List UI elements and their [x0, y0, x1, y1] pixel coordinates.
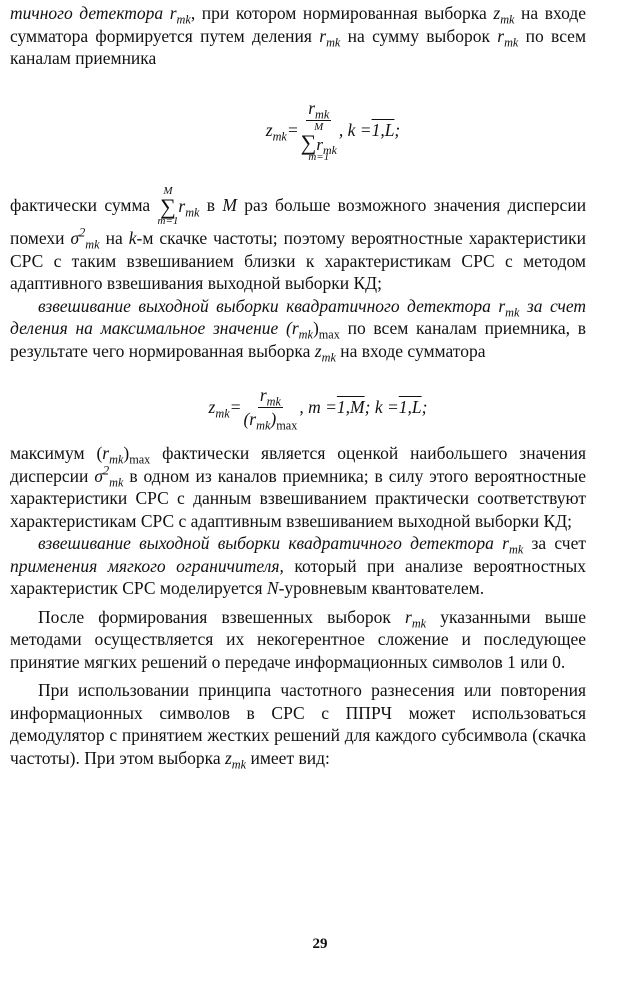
var-r-mk: $r_{mk}$ [498, 295, 520, 320]
var-N: N [266, 578, 279, 599]
text: указанными выше методами осуществляется их некогерентное сложение и последующее принятие мягких решений о передаче информационных символов 1 или 0. [10, 606, 587, 672]
text: раз больше возможного значения [244, 194, 501, 215]
text: -уровневым квантователем. [278, 578, 485, 599]
formula-2: $z_{mk}$ = $\frac{r_{mk}}{(r_{mk})_{max}}$ , m = 1,M ; k = 1,L ; [208, 384, 428, 433]
paragraph-2 [10, 186, 586, 295]
text: в [206, 194, 216, 215]
text: на входе сумматора формируется путем деления [10, 3, 587, 46]
var-r-mk: $r_{mk}$ [497, 25, 519, 49]
var-M: M [222, 194, 237, 215]
text: за счет [531, 533, 587, 554]
text: дисперсии помехи [10, 194, 587, 249]
text: взвешивание выходной выборки квадратичного детектора [38, 533, 494, 554]
page-number: 29 [312, 936, 328, 952]
sum-symbol: M $\sum r_{mk}$ m=1 [300, 120, 337, 164]
text: максимум ( [10, 443, 103, 464]
paragraph-7 [10, 679, 586, 772]
text: в одном из каналов приемника; в силу этого вероятностные характеристики СРС с данным взвешиванием практически соответствуют характеристикам СРС с адаптивным взвешиванием выходной выборки КД; [10, 465, 587, 531]
var-sigma: $\sigma^2_{mk}$ [94, 463, 124, 490]
fraction: $r_{mk}$ M $\sum r_{mk}$ m=1 [300, 97, 337, 164]
var-r-mk: $r_{mk}$ [502, 533, 524, 557]
text: -м скачке частоты; поэтому вероятностные характеристики СРС с таким взвешиванием близки к характеристикам СРС с методом адаптивного взвешивания выходной выборки КД; [10, 228, 587, 294]
var-z-mk: $z_{mk}$ [314, 340, 336, 365]
text: , при котором нормированная выборка [190, 3, 487, 23]
text: фактически является оценкой наибольшего значения дисперсии [10, 443, 586, 486]
text: фактически сумма [10, 194, 151, 215]
text: имеет вид: [250, 747, 330, 768]
text: сумму выборок [372, 25, 490, 46]
text: После формирования взвешенных выборок [38, 606, 391, 627]
text: на входе сумматора [340, 340, 486, 361]
var-sigma: $\sigma^2_{mk}$ [70, 225, 100, 252]
paragraph-1 [10, 2, 586, 70]
var-r-mk: $r_{mk}$ [319, 25, 341, 49]
text: При использовании принципа частотного разнесения или повторения информационных символов в СРС с ППРЧ может использоваться демодулятор с принятием жестких решений для каждого субсимвола (скачка частоты). При этом выборка [10, 680, 586, 768]
paragraph-6 [10, 606, 586, 674]
text: по всем каналам приемника [10, 25, 587, 68]
var-z-mk: $z_{mk}$ [224, 747, 247, 772]
text: тичного детектора [10, 3, 164, 23]
text: применения мягкого ограничителя, [10, 555, 284, 576]
fraction: $\frac{r_{mk}}{(r_{mk})_{max}}$ [243, 384, 298, 433]
paragraph-3: взвешивание выходной выборки квадратичного детектора $r_{mk}$ за счет деления на максимальное значение $(r_{mk})_{max}$ по всем каналам приемника, в результате чего нормированная выборка $z_{mk}$ на входе сумматора [10, 295, 587, 365]
var-k: k [128, 228, 137, 249]
var-r-mk: $r_{mk}$ [169, 3, 191, 27]
inline-sum: M ∑ m=1 $r_{mk}$ [157, 184, 200, 228]
text: по всем каналам приемника, в результате чего нормированная выборка [10, 318, 587, 361]
text: за счет деления на максимальное значение ( [10, 295, 587, 339]
paragraph-4: максимум $(r_{mk})_{max}$ фактически является оценкой наибольшего значения дисперсии $\sigma^2_{mk}$ в одном из каналов приемника; в силу этого вероятностные характеристики СРС с данным взвешиванием практически соответствуют характеристикам СРС с адаптивным взвешиванием выходной выборки КД; [10, 443, 587, 531]
text: взвешивание выходной выборки квадратичного детектора [38, 295, 491, 316]
text: на [347, 25, 365, 46]
var-z-mk: $z_{mk}$ [493, 3, 515, 27]
formula-1: $z_{mk}$ = $r_{mk}$ M $\sum r_{mk}$ m=1 , k = 1,L ; [265, 97, 401, 164]
text: который при анализе вероятностных характеристик СРС моделируется [10, 555, 586, 599]
paragraph-5 [10, 532, 586, 600]
text: на [105, 228, 123, 249]
var-r-mk: $r_{mk}$ [405, 606, 427, 631]
